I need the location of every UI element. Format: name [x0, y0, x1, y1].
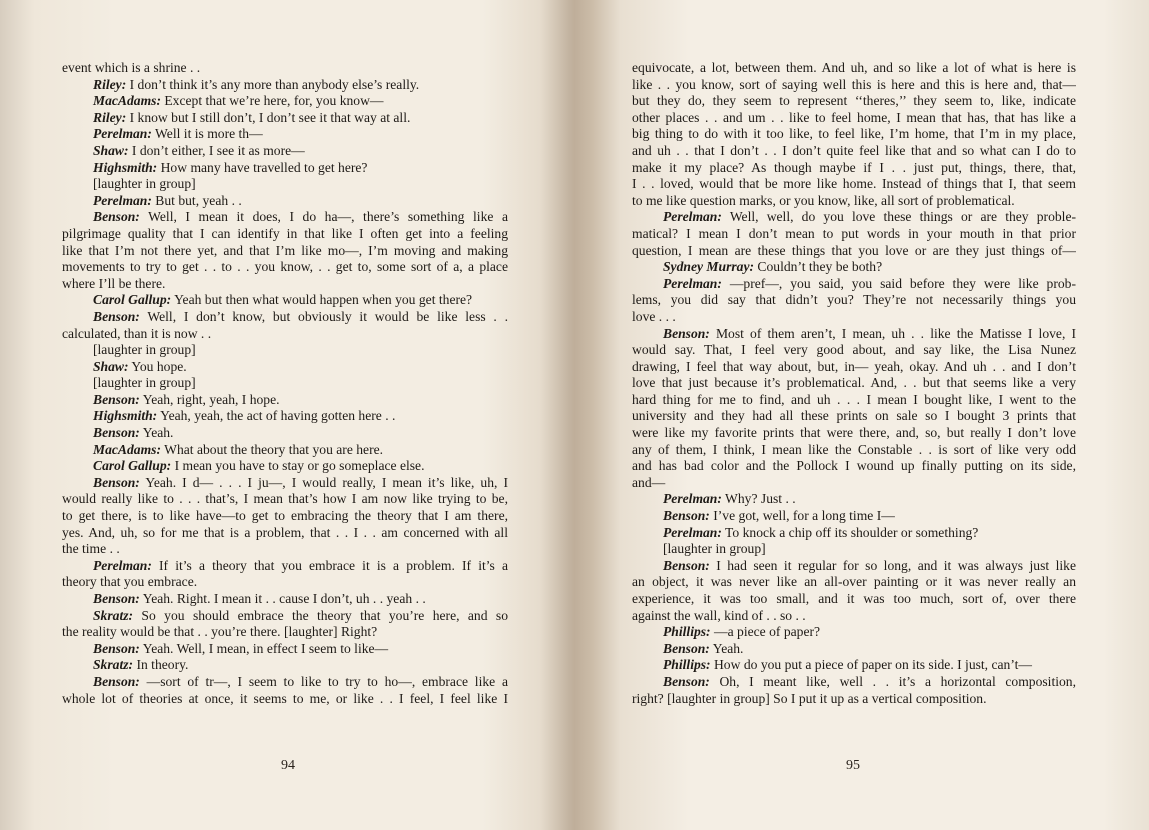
line-text: against the wall, kind of . . so . .	[632, 607, 806, 623]
speaker-name: Phillips:	[663, 624, 711, 640]
line-text: I had seen it regular for so long, and it was always just like	[709, 557, 1076, 573]
speaker-name: Perelman:	[663, 209, 722, 225]
text-line	[62, 93, 508, 110]
text-line	[62, 442, 508, 459]
line-text: —a piece of paper?	[710, 624, 821, 640]
line-text: were like my favorite prints that were there, and, so, but really I don’t love	[632, 425, 1076, 441]
left-page-text	[62, 60, 508, 707]
line-text: —pref—, you said, you said before they were like prob-	[721, 275, 1076, 291]
line-text: I know but I still don’t, I don’t see it that way at all.	[126, 109, 411, 125]
line-text: pilgrimage quality that I can identify in that like I often get into a feeling	[62, 225, 508, 241]
text-line	[62, 574, 508, 591]
speaker-name: Benson:	[663, 673, 710, 689]
text-line	[62, 259, 508, 276]
text-line	[632, 309, 1076, 326]
text-line	[62, 508, 508, 525]
line-text: and uh . . that I don’t . . I don’t quite feel like that and so what can I do to	[632, 142, 1076, 158]
text-line	[62, 591, 508, 608]
text-line	[62, 193, 508, 210]
text-line	[632, 425, 1076, 442]
text-line	[62, 541, 508, 558]
speaker-name: MacAdams:	[93, 93, 161, 109]
line-text: [laughter in group]	[663, 541, 766, 557]
line-text: I . . loved, would that be more like home. Instead of things that I, that seem	[632, 176, 1076, 192]
left-page-number: 94	[281, 758, 295, 773]
line-text: Well, well, do you love these things or are they proble-	[721, 209, 1076, 225]
text-line	[62, 641, 508, 658]
speaker-name: Riley:	[93, 109, 127, 125]
speaker-name: Highsmith:	[93, 159, 158, 175]
speaker-name: Benson:	[663, 557, 710, 573]
text-line	[632, 392, 1076, 409]
text-line	[62, 226, 508, 243]
line-text: the time . .	[62, 541, 120, 557]
speaker-name: Shaw:	[93, 358, 129, 374]
speaker-name: Perelman:	[663, 275, 722, 291]
text-line	[632, 491, 1076, 508]
line-text: calculated, than it is now . .	[62, 325, 212, 341]
line-text: experience, it was too small, and it was too much, sort of, over there	[632, 591, 1076, 606]
right-page	[574, 0, 1149, 830]
speaker-name: Perelman:	[93, 557, 152, 573]
line-text: university and they had all these prints on sale so I bought 3 prints that	[632, 408, 1076, 424]
text-line	[632, 77, 1076, 94]
text-line	[632, 558, 1076, 575]
text-line	[632, 276, 1076, 293]
text-line	[632, 342, 1076, 359]
speaker-name: Benson:	[93, 591, 140, 606]
speaker-name: MacAdams:	[93, 441, 161, 457]
line-text: hard thing for me to find, and uh . . . I mean I bought like, I went to the	[632, 391, 1076, 407]
text-line	[62, 60, 508, 77]
speaker-name: Carol Gallup:	[93, 458, 172, 474]
line-text: equivocate, a lot, between them. And uh, and so like a lot of what is here is	[632, 60, 1076, 75]
text-line	[62, 657, 508, 674]
line-text: would really like to . . . that’s, I mean that’s how I am now like trying to be,	[62, 491, 508, 507]
line-text: [laughter in group]	[93, 342, 196, 358]
line-text: Except that we’re here, for, you know—	[160, 93, 384, 109]
text-line	[62, 160, 508, 177]
text-line	[632, 243, 1076, 260]
line-text: question, I mean are these things that you love or are they just things of—	[632, 242, 1076, 258]
speaker-name: Highsmith:	[93, 408, 158, 424]
line-text: like . . you know, sort of saying well this is here and this is here and, that—	[632, 76, 1076, 92]
text-line	[62, 110, 508, 127]
line-text: —sort of tr—, I seem to like to try to ho—, embrace like a	[139, 673, 508, 689]
speaker-name: Benson:	[93, 209, 140, 225]
text-line	[632, 574, 1076, 591]
text-line	[632, 541, 1076, 558]
line-text: In theory.	[133, 657, 189, 673]
text-line	[62, 375, 508, 392]
text-line	[632, 525, 1076, 542]
line-text: I don’t either, I see it as more—	[128, 142, 305, 158]
text-line	[62, 143, 508, 160]
line-text: matical? I mean I don’t mean to put words in your mouth in that prior	[632, 225, 1076, 241]
line-text: make it my place? As though maybe if I . . just put, things, there, that,	[632, 159, 1076, 175]
text-line	[62, 77, 508, 94]
speaker-name: Benson:	[663, 640, 710, 656]
line-text: and has bad color and the Pollock I wound up finally putting on its side,	[632, 458, 1076, 474]
speaker-name: Skratz:	[93, 607, 134, 623]
text-line	[632, 508, 1076, 525]
line-text: [laughter in group]	[93, 375, 196, 391]
line-text: where I’ll be there.	[62, 275, 166, 291]
line-text: Why? Just . .	[721, 491, 796, 507]
text-line	[632, 176, 1076, 193]
line-text: Yeah.	[709, 640, 744, 656]
speaker-name: Perelman:	[93, 126, 152, 142]
line-text: I’ve got, well, for a long time I—	[709, 508, 895, 524]
speaker-name: Perelman:	[663, 524, 722, 540]
text-line	[62, 243, 508, 260]
line-text: If it’s a theory that you embrace it is a problem. If it’s a	[151, 557, 508, 573]
text-line	[62, 309, 508, 326]
speaker-name: Benson:	[93, 308, 140, 324]
text-line	[632, 326, 1076, 343]
speaker-name: Benson:	[93, 425, 140, 441]
line-text: an object, it was never like an all-over painting or it was never really an	[632, 574, 1076, 590]
line-text: Well, I don’t know, but obviously it would be like less . .	[139, 308, 508, 324]
text-line	[62, 342, 508, 359]
text-line	[62, 674, 508, 691]
text-line	[632, 657, 1076, 674]
line-text: Yeah, yeah, the act of having gotten here . .	[157, 408, 396, 424]
line-text: yes. And, uh, so for me that is a problem, that . . I . . am concerned with all	[62, 524, 508, 540]
text-line	[632, 624, 1076, 641]
text-line	[632, 209, 1076, 226]
line-text: Most of them aren’t, I mean, uh . . like the Matisse I love, I	[709, 325, 1076, 341]
text-line	[632, 458, 1076, 475]
text-line	[632, 608, 1076, 625]
speaker-name: Shaw:	[93, 142, 129, 158]
line-text: lems, you did say that didn’t you? They’re not necessarily things you	[632, 292, 1076, 308]
line-text: Well it is more th—	[151, 126, 263, 142]
line-text: other places . . and um . . like to feel home, I mean that has, that has like a	[632, 109, 1076, 125]
speaker-name: Perelman:	[93, 192, 152, 208]
line-text: but they do, they seem to represent ‘‘theres,’’ they seem to, like, indicate	[632, 93, 1076, 109]
text-line	[632, 226, 1076, 243]
text-line	[632, 359, 1076, 376]
text-line	[632, 60, 1076, 77]
text-line	[632, 292, 1076, 309]
speaker-name: Carol Gallup:	[93, 292, 172, 308]
line-text: I don’t think it’s any more than anybody else’s really.	[126, 76, 420, 92]
text-line	[62, 425, 508, 442]
line-text: To knock a chip off its shoulder or something?	[721, 524, 979, 540]
speaker-name: Benson:	[93, 640, 140, 656]
line-text: and—	[632, 474, 666, 490]
line-text: Yeah. I d— . . . I ju—, I would really, I mean it’s like, uh, I	[139, 474, 508, 490]
text-line	[62, 276, 508, 293]
line-text: What about the theory that you are here.	[160, 441, 384, 457]
text-line	[632, 641, 1076, 658]
speaker-name: Benson:	[663, 325, 710, 341]
text-line	[62, 608, 508, 625]
line-text: like that I’m not there yet, and that I’m like mo—, I’m moving and making	[62, 242, 508, 258]
line-text: Yeah but then what would happen when you get there?	[171, 292, 473, 308]
text-line	[632, 160, 1076, 177]
speaker-name: Perelman:	[663, 491, 722, 507]
text-line	[62, 176, 508, 193]
speaker-name: Benson:	[93, 673, 140, 689]
line-text: big thing to do with it too like, to feel like, I’m home, that I’m in my place,	[632, 126, 1076, 142]
speaker-name: Benson:	[663, 508, 710, 524]
text-line	[62, 624, 508, 641]
right-page-number: 95	[846, 758, 860, 773]
text-line	[62, 292, 508, 309]
text-line	[62, 491, 508, 508]
line-text: Yeah.	[139, 425, 174, 441]
line-text: to me like question marks, or you know, like, all sort of problematical.	[632, 192, 1015, 208]
line-text: But but, yeah . .	[151, 192, 242, 208]
line-text: drawing, I feel that way about, but, in— yeah, okay. And uh . . and I don’t	[632, 358, 1076, 374]
line-text: Couldn’t they be both?	[754, 259, 883, 275]
line-text: Well, I mean it does, I do ha—, there’s something like a	[139, 209, 508, 225]
text-line	[62, 475, 508, 492]
line-text: the reality would be that . . you’re there. [laughter] Right?	[62, 624, 378, 640]
text-line	[632, 674, 1076, 691]
line-text: Yeah. Well, I mean, in effect I seem to like—	[139, 640, 389, 656]
line-text: You hope.	[128, 358, 187, 374]
text-line	[62, 209, 508, 226]
line-text: Oh, I meant like, well . . it’s a horizontal composition,	[709, 673, 1076, 689]
text-line	[62, 408, 508, 425]
left-page	[0, 0, 574, 830]
text-line	[62, 691, 508, 708]
line-text: How many have travelled to get here?	[157, 159, 368, 175]
text-line	[632, 475, 1076, 492]
text-line	[632, 126, 1076, 143]
text-line	[632, 193, 1076, 210]
line-text: movements to try to get . . to . . you know, . . get to, some sort of a, a place	[62, 259, 508, 275]
text-line	[632, 591, 1076, 608]
line-text: event which is a shrine . .	[62, 60, 201, 75]
speaker-name: Riley:	[93, 76, 127, 92]
speaker-name: Phillips:	[663, 657, 711, 673]
speaker-name: Skratz:	[93, 657, 134, 673]
text-line	[62, 458, 508, 475]
line-text: So you should embrace the theory that you’re here, and so	[133, 607, 508, 623]
line-text: I mean you have to stay or go someplace else.	[171, 458, 425, 474]
speaker-name: Benson:	[93, 474, 140, 490]
speaker-name: Benson:	[93, 391, 140, 407]
text-line	[62, 558, 508, 575]
line-text: would say. That, I feel very good about, and say like, the Lisa Nunez	[632, 342, 1076, 358]
line-text: love that just because it’s problematical. And, . . but that seems like a very	[632, 375, 1076, 391]
line-text: Yeah. Right. I mean it . . cause I don’t, uh . . yeah . .	[139, 591, 426, 606]
line-text: whole lot of theories at once, it seems to me, or like . . I feel, I feel like I	[62, 690, 508, 706]
line-text: any of them, I think, I mean like the Constable . . is sort of like very odd	[632, 441, 1076, 457]
text-line	[632, 442, 1076, 459]
line-text: Yeah, right, yeah, I hope.	[139, 391, 280, 407]
text-line	[62, 359, 508, 376]
text-line	[62, 392, 508, 409]
text-line	[62, 525, 508, 542]
text-line	[632, 143, 1076, 160]
text-line	[632, 691, 1076, 708]
line-text: right? [laughter in group] So I put it up as a vertical composition.	[632, 690, 987, 706]
text-line	[62, 326, 508, 343]
line-text: to get there, is to like have—to get to embracing the theory that I am there,	[62, 508, 508, 524]
text-line	[62, 126, 508, 143]
line-text: theory that you embrace.	[62, 574, 198, 590]
text-line	[632, 110, 1076, 127]
text-line	[632, 408, 1076, 425]
text-line	[632, 93, 1076, 110]
line-text: love . . .	[632, 308, 676, 324]
line-text: How do you put a piece of paper on its side. I just, can’t—	[710, 657, 1032, 673]
speaker-name: Sydney Murray:	[663, 259, 755, 275]
text-line	[632, 259, 1076, 276]
right-page-text	[632, 60, 1076, 707]
line-text: [laughter in group]	[93, 176, 196, 192]
text-line	[632, 375, 1076, 392]
